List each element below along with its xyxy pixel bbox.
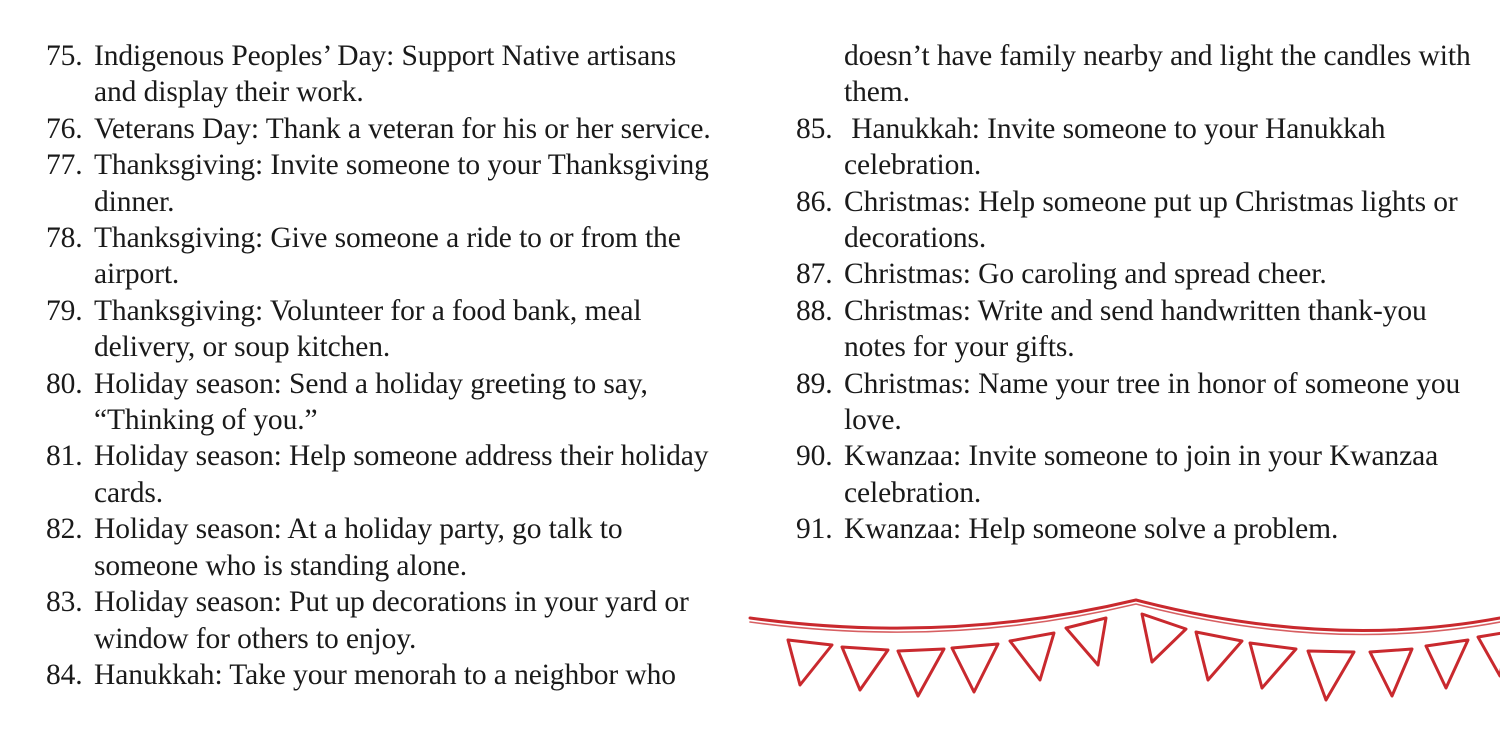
list-item-75 xyxy=(46,38,716,111)
item-text: Christmas: Name your tree in honor of someone you love. xyxy=(844,367,1461,437)
item-number: 75. xyxy=(46,40,83,72)
item-text: Kwanzaa: Invite someone to join in your Kwanzaa celebration. xyxy=(844,440,1439,509)
list-item-81 xyxy=(46,438,716,511)
pennant-flag xyxy=(1250,643,1296,688)
item-number: 77. xyxy=(46,149,83,182)
list-item-78 xyxy=(46,220,716,293)
list-item-86 xyxy=(796,184,1476,257)
list-item-84-continuation xyxy=(796,38,1476,111)
item-text: Kwanzaa: Help someone solve a problem. xyxy=(844,513,1339,546)
list-item-87 xyxy=(796,256,1476,292)
pennant-flag xyxy=(1370,649,1412,696)
item-number: 82. xyxy=(46,513,83,546)
list-item-80 xyxy=(46,366,716,439)
list-item-79 xyxy=(46,293,716,366)
item-text: Hanukkah: Invite someone to your Hanukkah celebration. xyxy=(844,112,1393,182)
pennant-flag xyxy=(842,647,888,690)
list-item-91 xyxy=(796,511,1476,547)
item-number: 84. xyxy=(46,658,83,691)
item-number: 80. xyxy=(46,367,83,400)
item-text: Holiday season: Send a holiday greeting to say, “Thinking of you.” xyxy=(94,367,648,437)
item-number: 81. xyxy=(46,440,83,473)
list-item-89 xyxy=(796,366,1476,439)
item-text: Thanksgiving: Volunteer for a food bank, meal delivery, or soup kitchen. xyxy=(94,294,642,364)
item-text: doesn’t have family nearby and light the candles with them. xyxy=(844,40,1471,109)
pennant-flag xyxy=(1142,614,1186,662)
left-column-list xyxy=(46,38,716,693)
item-number: 90. xyxy=(796,440,833,473)
list-item-77 xyxy=(46,147,716,220)
list-item-84 xyxy=(46,657,716,693)
right-column-list xyxy=(796,38,1476,548)
pennant-flag xyxy=(1066,618,1106,665)
list-item-88 xyxy=(796,293,1476,366)
list-item-83 xyxy=(46,584,716,657)
item-text: Hanukkah: Take your menorah to a neighbor who xyxy=(94,658,676,691)
item-text: Thanksgiving: Invite someone to your Thanksgiving dinner. xyxy=(94,149,709,218)
item-number: 86. xyxy=(796,185,833,218)
item-number: 88. xyxy=(796,294,833,327)
bunting-string xyxy=(750,600,1500,630)
item-number: 89. xyxy=(796,367,833,400)
item-text: Holiday season: Put up decorations in your yard or window for others to enjoy. xyxy=(94,586,689,655)
pennant-flag xyxy=(1478,632,1500,676)
item-text: Holiday season: At a holiday party, go talk to someone who is standing alone. xyxy=(94,513,623,582)
item-number: 91. xyxy=(796,513,833,546)
list-item-82 xyxy=(46,511,716,584)
item-text: Christmas: Help someone put up Christmas lights or decorations. xyxy=(844,185,1458,255)
item-number: 79. xyxy=(46,294,83,327)
item-text: Holiday season: Help someone address their holiday cards. xyxy=(94,440,709,509)
item-text: Indigenous Peoples’ Day: Support Native artisans and display their work. xyxy=(94,40,677,109)
item-text: Thanksgiving: Give someone a ride to or from the airport. xyxy=(94,222,681,291)
pennant-flag xyxy=(1426,640,1468,688)
bunting-decoration xyxy=(748,590,1500,710)
item-number: 76. xyxy=(46,112,83,145)
item-number: 87. xyxy=(796,258,833,291)
item-number: 78. xyxy=(46,222,83,255)
item-text: Christmas: Write and send handwritten thank-you notes for your gifts. xyxy=(844,294,1427,364)
pennant-flag xyxy=(1196,632,1242,680)
list-item-90 xyxy=(796,438,1476,511)
item-number: 83. xyxy=(46,586,83,619)
item-number: 85. xyxy=(796,112,833,145)
list-item-85 xyxy=(796,111,1476,184)
pennant-flag xyxy=(788,640,832,685)
pennant-flag xyxy=(952,644,998,692)
item-text: Veterans Day: Thank a veteran for his or her service. xyxy=(94,112,711,145)
pennant-flag xyxy=(1010,633,1054,680)
pennant-flag xyxy=(898,649,944,696)
item-text: Christmas: Go caroling and spread cheer. xyxy=(844,258,1327,291)
pennant-flag xyxy=(1308,651,1354,700)
list-item-76 xyxy=(46,111,716,147)
